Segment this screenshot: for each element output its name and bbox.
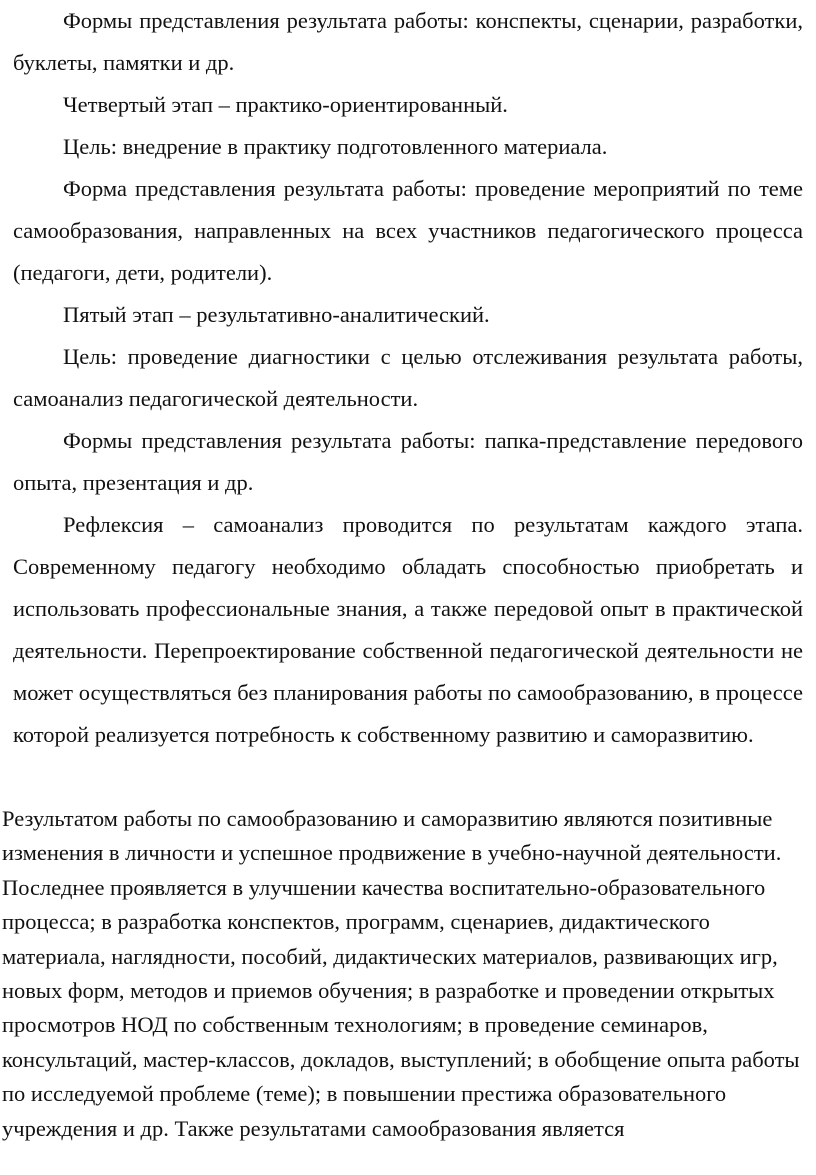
paragraph-forms-3: Формы представления результата работы: папка-представление передового опыта, презентация и др. [13,428,803,495]
paragraph-stage-5: Пятый этап – результативно-аналитический. [63,302,490,327]
paragraph-forms-2: Форма представления результата работы: проведение мероприятий по теме самообразования, направленных на всех участников педагогического процесса (педагоги, дети, родители). [13,176,803,285]
paragraph-goal-2: Цель: проведение диагностики с целью отслеживания результата работы, самоанализ педагогической деятельности. [13,344,803,411]
paragraph-results: Результатом работы по самообразованию и саморазвитию являются позитивные изменения в личности и успешное продвижение в учебно-научной деятельности. Последнее проявляется в улучшении качества воспитательно-образовательного процесса; в разработка конспектов, программ, сценариев, дидактического материала, наглядности, пособий, дидактических материалов, развивающих игр, новых форм, методов и приемов обучения; в разработке и проведении открытых просмотров НОД по собственным технологиям; в проведение семинаров, консультаций, мастер-классов, докладов, выступлений; в обобщение опыта работы по исследуемой проблеме (теме); в повышении престижа образовательного учреждения и др. Также результатами самообразования является [2,806,800,1141]
paragraph-reflection: Рефлексия – самоанализ проводится по результатам каждого этапа. Современному педагогу необходимо обладать способностью приобретать и использовать профессиональные знания, а также передовой опыт в практической деятельности. Перепроектирование собственной педагогической деятельности не может осуществляться без планирования работы по самообразованию, в процессе которой реализуется потребность к собственному развитию и саморазвитию. [13,512,803,747]
paragraph-goal-1: Цель: внедрение в практику подготовленного материала. [63,134,608,159]
paragraph-forms-1: Формы представления результата работы: конспекты, сценарии, разработки, буклеты, памятки и др. [13,8,803,75]
paragraph-stage-4: Четвертый этап – практико-ориентированный. [63,92,508,117]
